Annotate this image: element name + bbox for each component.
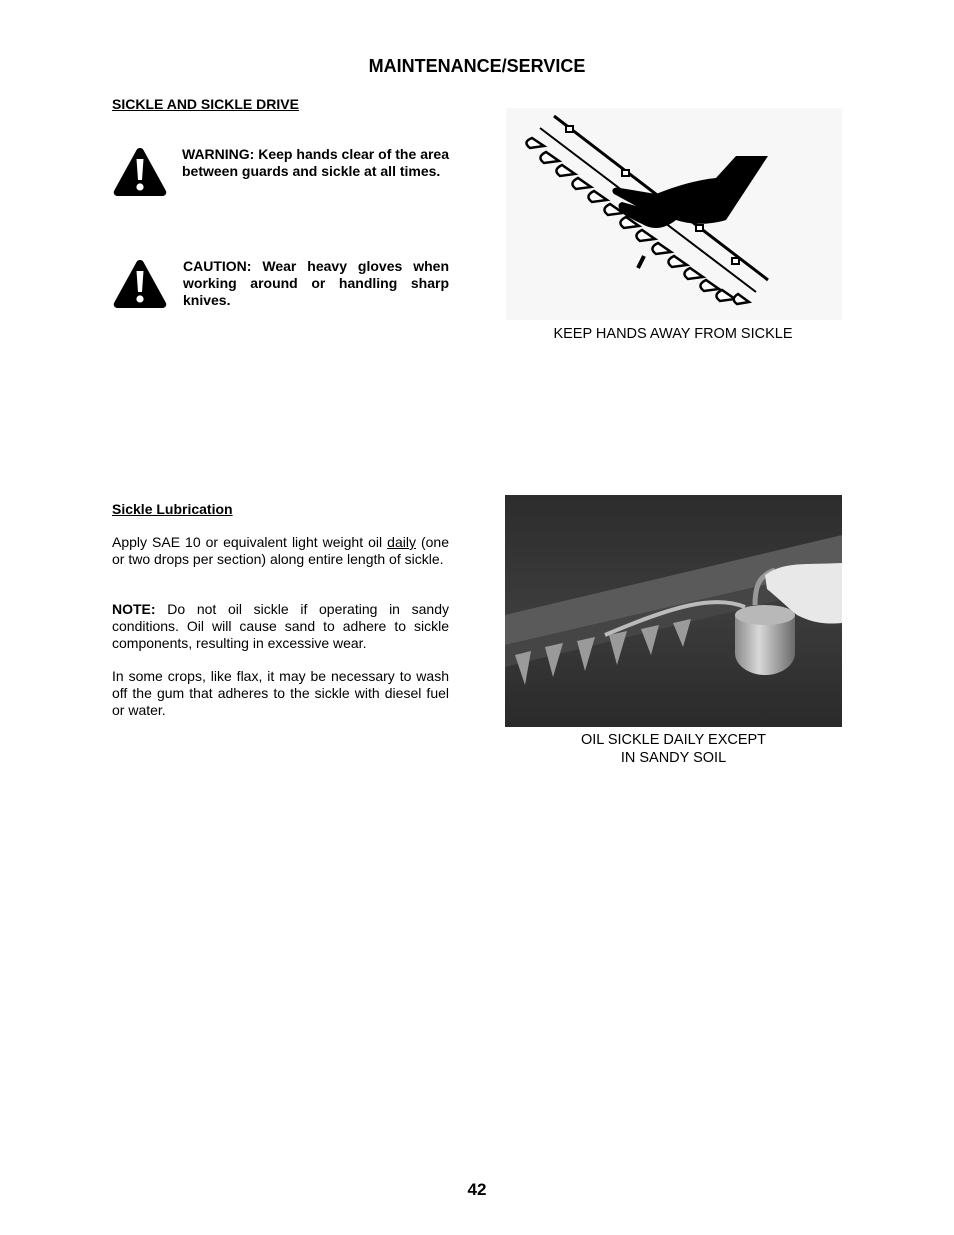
note-paragraph bbox=[112, 601, 449, 652]
note-label: NOTE: bbox=[112, 601, 156, 617]
caution-text: CAUTION: Wear heavy gloves when working around or handling sharp knives. bbox=[183, 258, 449, 308]
warning-text: WARNING: Keep hands clear of the area between guards and sickle at all times. bbox=[182, 146, 449, 179]
lubrication-paragraph bbox=[112, 534, 449, 568]
flax-paragraph: In some crops, like flax, it may be necessary to wash off the gum that adheres to the sickle with diesel fuel or water. bbox=[112, 668, 449, 718]
oiling-sickle-photo bbox=[505, 495, 842, 727]
caution-notice bbox=[112, 258, 449, 310]
para-text: Apply SAE 10 or equivalent light weight oil bbox=[112, 534, 388, 550]
sickle-hand-illustration bbox=[506, 108, 842, 320]
page-number: 42 bbox=[467, 1180, 487, 1199]
photo-caption bbox=[505, 731, 842, 767]
photo-caption-line2: IN SANDY SOIL bbox=[620, 750, 727, 766]
note-text: Do not oil sickle if operating in sandy conditions. Oil will cause sand to adhere to sickle components, resulting in excessive wear. bbox=[112, 601, 449, 651]
warning-triangle-icon bbox=[112, 258, 168, 310]
para-text: (one or two drops per section) along entire length of sickle. bbox=[112, 534, 449, 567]
section-heading-sickle: SICKLE AND SICKLE DRIVE bbox=[112, 96, 299, 112]
warning-notice bbox=[112, 146, 449, 198]
photo-caption-line1: OIL SICKLE DAILY EXCEPT bbox=[580, 732, 767, 748]
figure-caption-sickle: KEEP HANDS AWAY FROM SICKLE bbox=[553, 326, 793, 342]
section-heading-lubrication: Sickle Lubrication bbox=[112, 501, 233, 517]
para-emphasis: daily bbox=[387, 534, 416, 550]
warning-triangle-icon bbox=[112, 146, 168, 198]
page-title: MAINTENANCE/SERVICE bbox=[368, 56, 586, 76]
